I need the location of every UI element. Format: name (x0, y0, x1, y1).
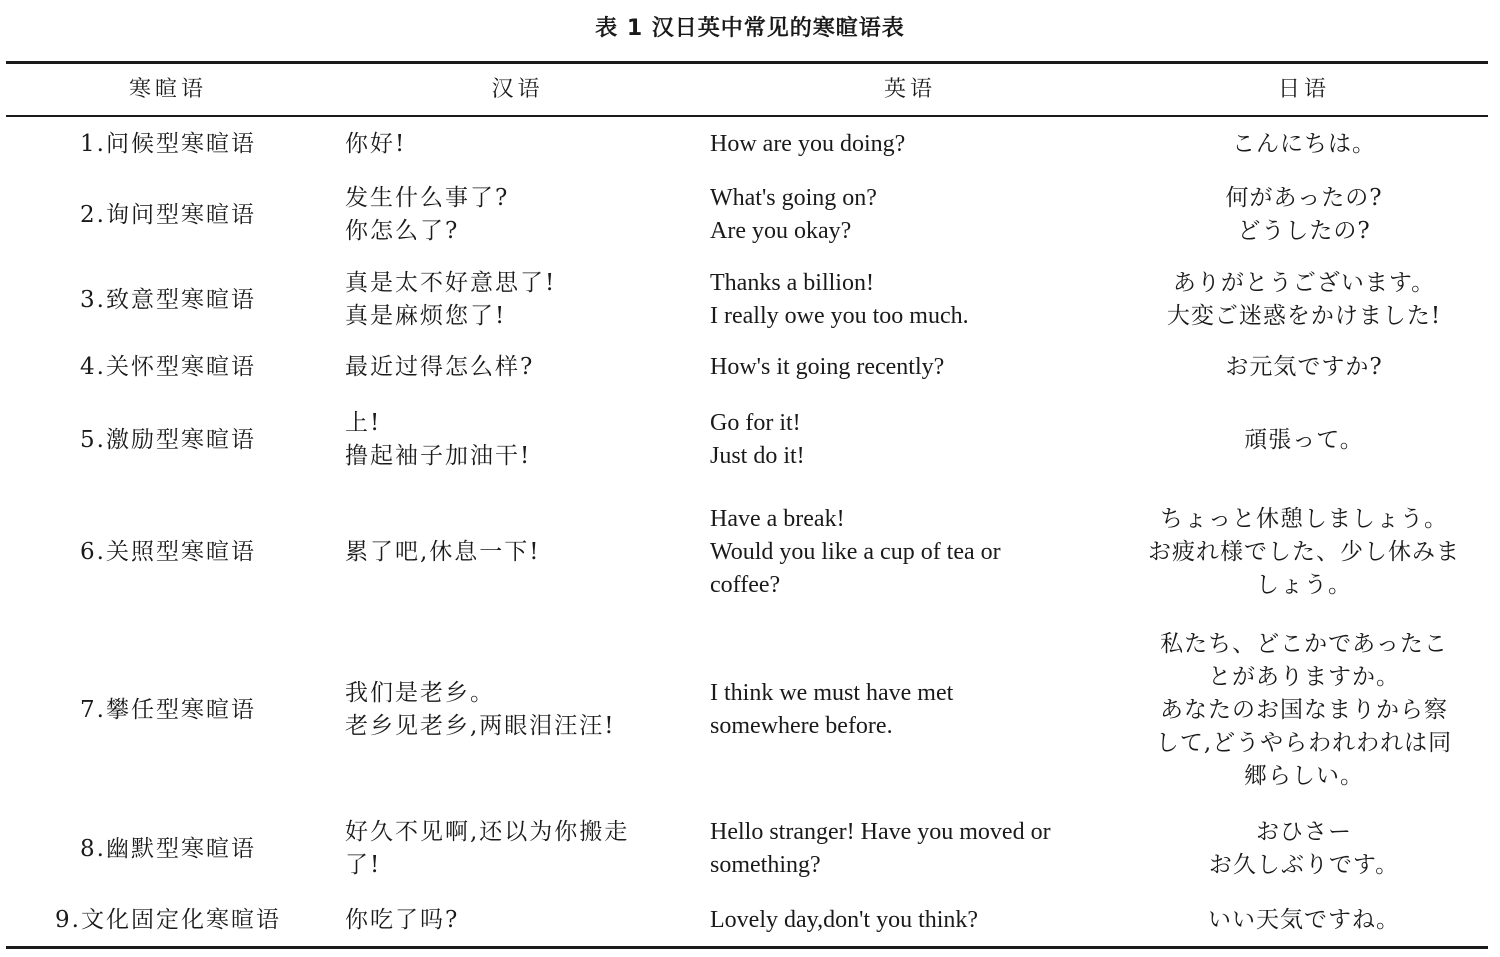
chinese-text-line: 我们是老乡。 (345, 680, 495, 706)
chinese-cell (345, 260, 690, 340)
english-cell (710, 175, 1110, 255)
table-row (6, 345, 1488, 390)
english-text-line: Hello stranger! Have you moved or (710, 819, 1051, 845)
greeting-type-label: 6.关照型寒暄语 (80, 539, 256, 565)
greeting-type-cell (6, 175, 330, 255)
english-text-line: How are you doing? (710, 130, 906, 157)
chinese-cell (345, 175, 690, 255)
english-cell (710, 119, 1110, 169)
english-text-line: Just do it! (710, 443, 805, 469)
greeting-type-cell (6, 808, 330, 890)
japanese-cell (1126, 620, 1482, 800)
greeting-type-label: 7.攀任型寒暄语 (80, 696, 256, 723)
greeting-type-label: 5.激励型寒暄语 (80, 426, 256, 453)
english-text-line: I think we must have met (710, 680, 954, 706)
chinese-text-line: 好久不见啊,还以为你搬走 (345, 819, 630, 845)
table-row (6, 808, 1488, 890)
greeting-type-cell (6, 895, 330, 945)
chinese-text-line: 老乡见老乡,两眼泪汪汪! (345, 713, 616, 739)
japanese-text-line: して,どうやらわれわれは同 (1155, 729, 1453, 756)
japanese-cell (1126, 260, 1482, 340)
english-cell (710, 490, 1110, 615)
japanese-text-line: どうしたの? (1237, 218, 1371, 244)
greeting-type-cell (6, 260, 330, 340)
greeting-type-label: 1.问候型寒暄语 (80, 130, 256, 157)
header-chinese: 汉语 (491, 77, 544, 102)
table-header-rule (6, 115, 1488, 117)
header-english: 英语 (883, 77, 936, 102)
english-text-line: Are you okay? (710, 218, 852, 244)
table-row (6, 620, 1488, 800)
greeting-type-label: 8.幽默型寒暄语 (80, 835, 256, 862)
english-cell (710, 395, 1110, 485)
japanese-cell (1126, 895, 1482, 945)
table-row (6, 395, 1488, 485)
chinese-cell (345, 395, 690, 485)
japanese-cell (1126, 490, 1482, 615)
chinese-text-line: 了! (345, 852, 382, 878)
chinese-text-line: 你怎么了? (345, 218, 460, 244)
english-text-line: Would you like a cup of tea or (710, 539, 1001, 565)
english-cell (710, 808, 1110, 890)
chinese-text-line: 上! (345, 410, 382, 436)
japanese-text-line: おひさー (1256, 819, 1352, 845)
japanese-cell (1126, 345, 1482, 390)
table-row (6, 175, 1488, 255)
chinese-text-line: 撸起袖子加油干! (345, 443, 532, 469)
chinese-cell (345, 895, 690, 945)
japanese-text-line: お久しぶりです。 (1208, 852, 1400, 878)
japanese-text-line: こんにちは。 (1232, 130, 1376, 157)
table-row (6, 490, 1488, 615)
chinese-text-line: 你好! (345, 130, 407, 157)
greeting-type-cell (6, 395, 330, 485)
japanese-text-line: 頑張って。 (1244, 426, 1364, 453)
greeting-type-cell (6, 490, 330, 615)
table-caption: 表 1 汉日英中常见的寒暄语表 (595, 16, 905, 41)
japanese-cell (1126, 175, 1482, 255)
japanese-text-line: ありがとうございます。 (1172, 270, 1436, 296)
japanese-cell (1126, 119, 1482, 169)
english-text-line: something? (710, 852, 821, 878)
chinese-text-line: 累了吧,休息一下! (345, 539, 541, 565)
japanese-text-line: 私たち、どこかであったこ (1160, 630, 1448, 657)
english-cell (710, 895, 1110, 945)
chinese-text-line: 最近过得怎么样? (345, 354, 535, 380)
japanese-text-line: ちょっと休憩しましょう。 (1160, 506, 1448, 532)
chinese-text-line: 发生什么事了? (345, 185, 510, 211)
greeting-type-label: 4.关怀型寒暄语 (80, 354, 256, 380)
greeting-type-cell (6, 119, 330, 169)
chinese-text-line: 你吃了吗? (345, 906, 460, 933)
table-row (6, 119, 1488, 169)
english-cell (710, 345, 1110, 390)
greeting-type-cell (6, 620, 330, 800)
japanese-text-line: お疲れ様でした、少し休みま (1148, 539, 1460, 565)
english-text-line: How's it going recently? (710, 354, 945, 380)
japanese-text-line: しょう。 (1256, 572, 1352, 598)
japanese-text-line: 郷らしい。 (1244, 762, 1364, 789)
chinese-cell (345, 620, 690, 800)
chinese-cell (345, 490, 690, 615)
english-text-line: I really owe you too much. (710, 303, 969, 329)
english-text-line: coffee? (710, 572, 781, 598)
chinese-text-line: 真是麻烦您了! (345, 303, 507, 329)
chinese-cell (345, 119, 690, 169)
table-bottom-rule (6, 946, 1488, 949)
greeting-type-label: 3.致意型寒暄语 (80, 286, 256, 313)
japanese-text-line: お元気ですか? (1225, 354, 1383, 380)
japanese-text-line: あなたのお国なまりから察 (1160, 696, 1448, 723)
english-cell (710, 620, 1110, 800)
table-header-row (6, 64, 1488, 115)
japanese-text-line: とがありますか。 (1208, 663, 1400, 690)
chinese-cell (345, 345, 690, 390)
english-text-line: Go for it! (710, 410, 801, 436)
table-row (6, 895, 1488, 945)
japanese-text-line: いい天気ですね。 (1208, 906, 1400, 933)
greeting-type-label: 2.询问型寒暄语 (80, 201, 256, 228)
english-text-line: Lovely day,don't you think? (710, 906, 979, 933)
chinese-text-line: 真是太不好意思了! (345, 270, 557, 296)
japanese-cell (1126, 395, 1482, 485)
japanese-text-line: 何があったの? (1225, 185, 1383, 211)
greeting-type-label: 9.文化固定化寒暄语 (55, 906, 281, 933)
chinese-cell (345, 808, 690, 890)
english-cell (710, 260, 1110, 340)
english-text-line: Have a break! (710, 506, 845, 532)
table-row (6, 260, 1488, 340)
japanese-text-line: 大変ご迷惑をかけました! (1166, 303, 1442, 329)
greeting-type-cell (6, 345, 330, 390)
english-text-line: somewhere before. (710, 713, 893, 739)
english-text-line: What's going on? (710, 185, 877, 211)
english-text-line: Thanks a billion! (710, 270, 874, 296)
japanese-cell (1126, 808, 1482, 890)
header-japanese: 日语 (1277, 77, 1330, 102)
header-type: 寒暄语 (128, 77, 207, 102)
